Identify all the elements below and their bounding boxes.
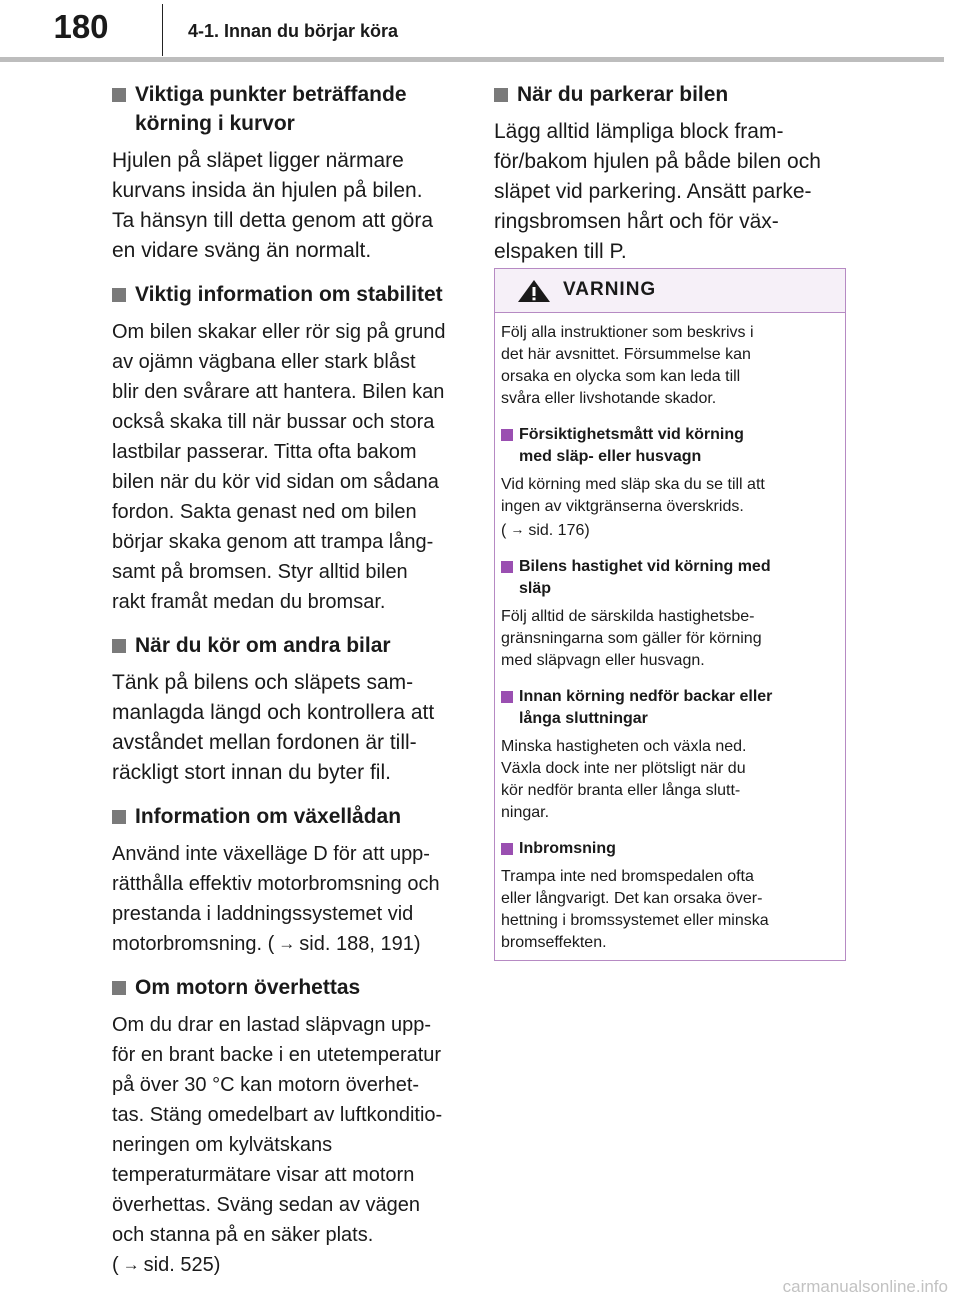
arrow-right-icon: → (510, 521, 525, 537)
warning-title: VARNING (563, 279, 657, 300)
bullet-square-icon (112, 639, 126, 653)
subheading-stability: Viktig information om stabilitet (112, 280, 464, 309)
warning-item-text: Vid körning med släp ska du se till att ingen av viktgränserna överskrids. ( → sid. 176) (501, 474, 835, 542)
page-reference: ( → sid. 176) (501, 518, 835, 542)
paragraph-parking: Lägg alltid lämpliga block fram- för/bakom hjulen på både bilen och släpet vid parkering. Ansätt parke- ringsbromsen hårt och för väx- elspaken till P. (494, 120, 821, 263)
paragraph-stability: Om bilen skakar eller rör sig på grund av ojämn vägbana eller stark blåst blir den svårare att hantera. Bilen kan också skaka till när bussar och stora lastbilar passerar. Titta ofta bakom bilen när du kör vid sidan om sådana fordon. Sakta genast ned om bilen börjar skaka genom att trampa lång- samt på bromsen. Styr alltid bilen rakt framåt medan du bromsar. (112, 321, 446, 613)
paragraph-gearbox: Använd inte växelläge D för att upp- rätthålla effektiv motorbromsning och prestanda i laddningssystemet vid motorbromsning. ( → sid. 188, 191) (112, 839, 464, 959)
warning-subheading: Innan körning nedför backar eller långa sluttningar (501, 686, 835, 730)
warning-item-text: Minska hastigheten och växla ned. Växla dock inte ner plötsligt när du kör nedför branta eller långa slutt- ningar. (501, 738, 747, 821)
page-reference: ( → sid. 525) (112, 1250, 464, 1280)
left-column (112, 66, 464, 1280)
arrow-right-icon: → (278, 934, 296, 953)
arrow-right-icon: → (122, 1255, 140, 1274)
page-reference: motorbromsning. ( → sid. 188, 191) (112, 929, 464, 959)
subheading-curves: Viktiga punkter beträffande körning i kurvor (112, 80, 464, 138)
bullet-square-icon (112, 810, 126, 824)
bullet-square-icon (112, 288, 126, 302)
subheading-parking: När du parkerar bilen (494, 80, 848, 109)
warning-subheading: Inbromsning (501, 838, 835, 860)
warning-intro: Följ alla instruktioner som beskrivs i det här avsnittet. Försummelse kan orsaka en olycka som kan leda till svåra eller livshotande skador. (501, 324, 754, 407)
bullet-square-icon (494, 88, 508, 102)
header-divider (162, 4, 163, 56)
paragraph-overtaking: Tänk på bilens och släpets sam- manlagda längd och kontrollera att avståndet mellan fordonen är till- räckligt stort innan du byter fil. (112, 671, 435, 784)
bullet-square-icon (501, 843, 513, 855)
warning-subheading: Bilens hastighet vid körning med släp (501, 556, 835, 600)
bullet-square-icon (112, 88, 126, 102)
warning-triangle-icon (517, 279, 551, 303)
paragraph-overheating: Om du drar en lastad släpvagn upp- för en brant backe i en utetemperatur på över 30 °C kan motorn överhet- tas. Stäng omedelbart av luftkonditio- neringen om kylvätskans temperaturmätare visar att motorn överhettas. Sväng sedan av vägen och stanna på en säker plats. ( → sid. 525) (112, 1010, 464, 1280)
warning-header (495, 269, 845, 313)
bullet-square-icon (112, 981, 126, 995)
bullet-square-icon (501, 429, 513, 441)
warning-item-text: Följ alltid de särskilda hastighetsbe- gränsningarna som gäller för körning med släpvagn eller husvagn. (501, 608, 762, 669)
paragraph-curves: Hjulen på släpet ligger närmare kurvans insida än hjulen på bilen. Ta hänsyn till detta genom att göra en vidare sväng än normalt. (112, 149, 434, 262)
section-title: 4-1. Innan du börjar köra (188, 21, 399, 41)
warning-subheading: Försiktighetsmått vid körning med släp- eller husvagn (501, 424, 835, 468)
watermark: carmanualsonline.info (782, 1277, 948, 1296)
page-header (0, 0, 960, 62)
bullet-square-icon (501, 561, 513, 573)
subheading-gearbox: Information om växellådan (112, 802, 464, 831)
subheading-overtaking: När du kör om andra bilar (112, 631, 464, 660)
subheading-overheating: Om motorn överhettas (112, 973, 464, 1002)
right-column (494, 66, 848, 267)
warning-body (495, 313, 845, 954)
warning-box (494, 268, 846, 961)
bullet-square-icon (501, 691, 513, 703)
header-rule (0, 57, 944, 62)
page-number: 180 (53, 8, 109, 45)
warning-item-text: Trampa inte ned bromspedalen ofta eller långvarigt. Det kan orsaka över- hettning i bromssystemet eller minska bromseffekten. (501, 868, 769, 951)
